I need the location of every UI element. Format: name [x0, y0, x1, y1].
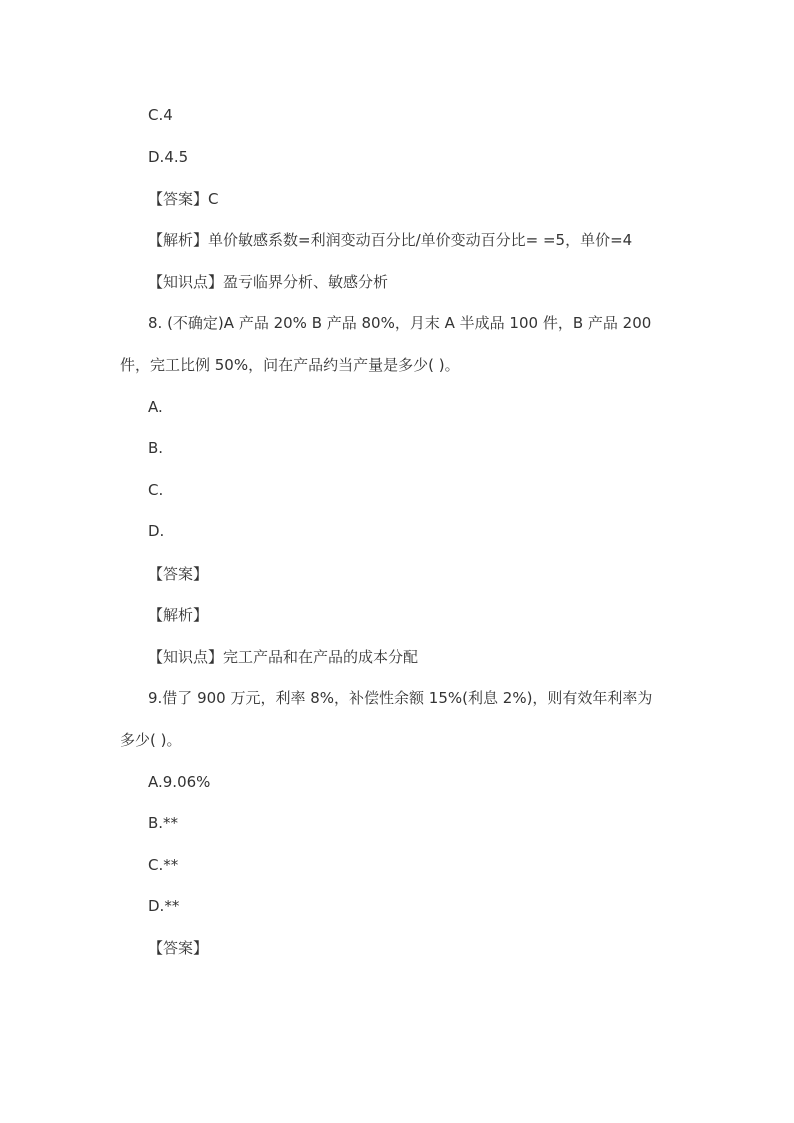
q7-option-c: C.4 [148, 106, 173, 124]
q9-option-d: D.** [148, 897, 180, 915]
q9-option-a: A.9.06% [148, 773, 211, 791]
q9-answer: 【答案】 [148, 939, 209, 957]
q8-analysis: 【解析】 [148, 606, 209, 624]
q9-question-line-1: 9.借了 900 万元，利率 8%，补偿性余额 15%(利息 2%)，则有效年利率为 [148, 689, 653, 707]
q9-question-line-2: 多少( )。 [120, 731, 182, 749]
q7-knowledge-point: 【知识点】盈亏临界分析、敏感分析 [148, 273, 389, 291]
q8-option-d: D. [148, 522, 165, 540]
q8-question-line-1: 8. (不确定)A 产品 20% B 产品 80%，月末 A 半成品 100 件，B 产品 200 [148, 314, 652, 332]
q8-option-c: C. [148, 481, 164, 499]
q8-option-a: A. [148, 398, 163, 416]
q9-option-b: B.** [148, 814, 179, 832]
q7-option-d: D.4.5 [148, 148, 189, 166]
q7-answer: 【答案】C [148, 190, 219, 208]
q8-question-line-2: 件，完工比例 50%，问在产品约当产量是多少( )。 [120, 356, 460, 374]
q8-knowledge-point: 【知识点】完工产品和在产品的成本分配 [148, 648, 419, 666]
q7-analysis: 【解析】单价敏感系数=利润变动百分比/单价变动百分比= =5，单价=4 [148, 231, 633, 249]
q9-option-c: C.** [148, 856, 179, 874]
q8-answer: 【答案】 [148, 565, 209, 583]
q8-option-b: B. [148, 439, 164, 457]
